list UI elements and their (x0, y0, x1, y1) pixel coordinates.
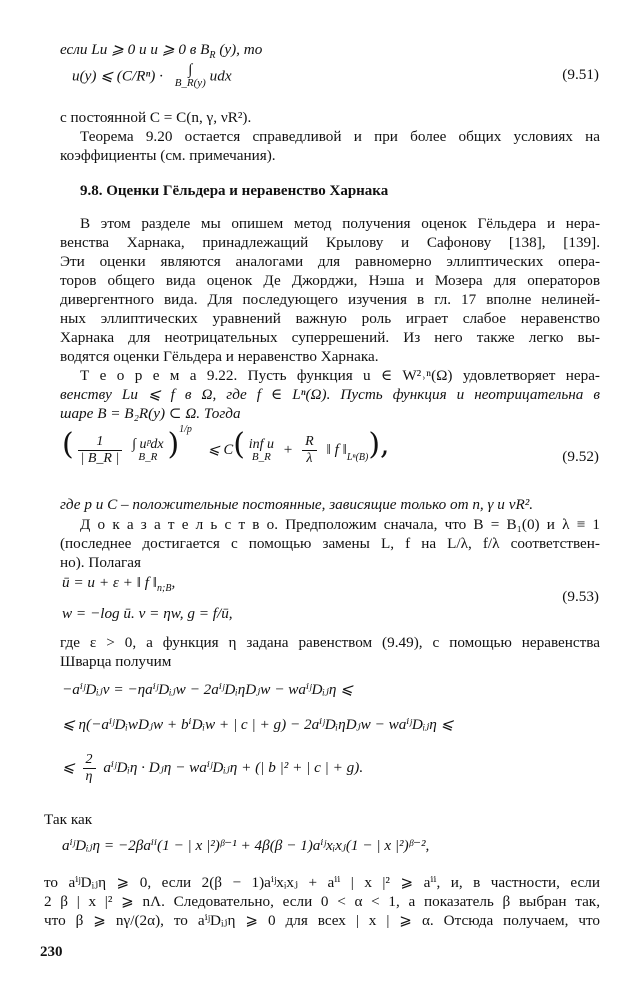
proof-line: (последнее достигается с помощью замены L, f на L/λ, f/λ соответствен- (60, 535, 600, 552)
theorem-line: венству Lu ⩽ f в Ω, где f ∈ Lⁿ(Ω). Пусть функция u неотрицательна в (60, 386, 600, 403)
inequality-line: ⩽ η(−aⁱʲDᵢwDⱼw + bⁱDᵢw + | c | + g) − 2aⁱʲDᵢηDⱼw − waⁱʲDᵢⱼη ⩽ (62, 716, 454, 733)
equation-9-52: ( $\frac{1}{| B\_R |}$ ∫ uᵖdx B_R )$^{1/p}$ ⩽ C( inf u B_R + $\frac{R}{\lambda}$ ‖ f $‖_{L^n(B)}$), (62, 424, 390, 467)
paragraph-line: В этом разделе мы опишем метод получения оценок Гёльдера и нера- (80, 215, 600, 232)
text-line: Так как (44, 811, 93, 828)
equation-line: aⁱʲDᵢⱼη = −2βaⁱⁱ(1 − | x |²)ᵝ⁻¹ + 4β(β − 1)aⁱʲxᵢxⱼ(1 − | x |²)ᵝ⁻², (62, 837, 430, 854)
inequality-line: ⩽ $\frac{2}{\eta}$ aⁱʲDᵢη · Dⱼη − waⁱʲDᵢⱼη + (| b |² + | c | + g). (62, 752, 364, 784)
equation-number: (9.51) (562, 66, 599, 83)
equation-9-53-line2: w = −log ū. v = ηw, g = f/ū, (62, 605, 233, 622)
text-line: если Lu ⩾ 0 и u ⩾ 0 в $B_R$ (y), то (60, 41, 263, 62)
text-line: Шварца получим (60, 653, 172, 670)
equation-number: (9.53) (562, 588, 599, 605)
text-line: что β ⩾ nγ/(2α), то aⁱʲDᵢⱼη ⩾ 0 для всех | x | ⩾ α. Отсюда получаем, что (44, 912, 600, 929)
paragraph-line: Теорема 9.20 остается справедливой и при более общих условиях на (80, 128, 600, 145)
paragraph-line: ных эллиптических уравнений важную роль играет слабое неравенство (60, 310, 600, 327)
inequality-line: −aⁱʲDᵢⱼv = −ηaⁱʲDᵢⱼw − 2aⁱʲDᵢηDⱼw − waⁱʲDᵢⱼη ⩽ (62, 681, 353, 698)
equation-9-53-line1: ū = u + ε + ‖ f $‖_{n;B}$, (62, 574, 176, 595)
paragraph-line: дивергентного вида. Для последующего изучения в гл. 17 вполне нелиней- (60, 291, 600, 308)
paragraph-line: водятся оценки Гёльдера и неравенство Харнака. (60, 348, 379, 365)
text-line: где p и C – положительные постоянные, зависящие только от n, γ и νR². (60, 496, 534, 513)
paragraph-line: коэффициенты (см. примечания). (60, 147, 276, 164)
paragraph-line: венства Харнака, принадлежащий Крылову и Сафонову [138], [139]. (60, 234, 600, 251)
theorem-line: шаре B = B₂R(y) ⊂ Ω. Тогда (60, 405, 241, 422)
equation-number: (9.52) (562, 448, 599, 465)
text-line: с постоянной C = C(n, γ, νR²). (60, 109, 252, 126)
paragraph-line: Эти оценки являются аналогами для равномерно эллиптических опера- (60, 253, 600, 270)
theorem-line: Т е о р е м а 9.22. Пусть функция u ∈ W²˒ⁿ(Ω) удовлетворяет нера- (80, 367, 600, 384)
text-line: где ε > 0, а функция η задана равенством (9.49), с помощью неравенства (60, 634, 600, 651)
equation-9-51: u(y) ⩽ (C/Rⁿ) · ∫ B_R(y) udx (72, 62, 232, 89)
proof-line: Д о к а з а т е л ь с т в о. Предположим сначала, что B = B₁(0) и λ ≡ 1 (80, 516, 600, 533)
proof-line: но). Полагая (60, 554, 142, 571)
paragraph-line: Харнака для неотрицательных суперрешений. Из него также легко вы- (60, 329, 600, 346)
paragraph-line: торов общего вида оценок Де Джорджи, Нэша и Мозера для операторов (60, 272, 600, 289)
text-line: то aⁱʲDᵢⱼη ⩾ 0, если 2(β − 1)aⁱʲxᵢxⱼ + aⁱⁱ | x |² ⩾ aⁱⁱ, и, в частности, если (44, 874, 600, 891)
page-number: 230 (40, 944, 63, 960)
section-heading: 9.8. Оценки Гёльдера и неравенство Харнака (80, 183, 389, 199)
text-line: 2 β | x |² ⩾ nΛ. Следовательно, если 0 < α < 1, а показатель β выбран так, (44, 893, 600, 910)
